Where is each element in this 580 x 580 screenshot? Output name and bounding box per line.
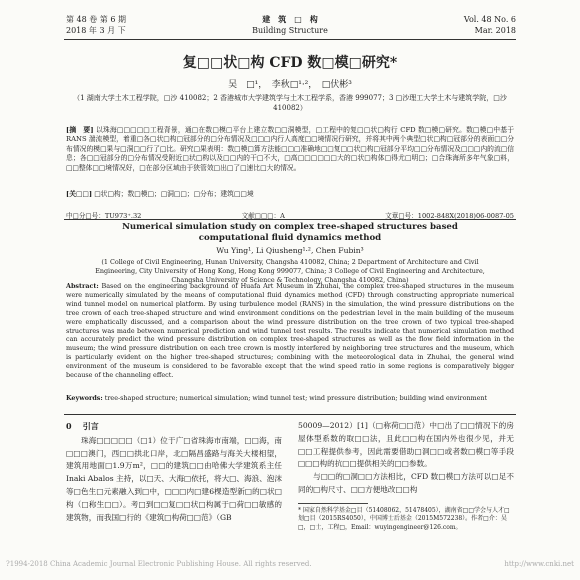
body-right-column [298,420,514,497]
keywords-cn-label: [关□□] [66,190,93,198]
section-number: 0 [66,421,72,431]
keywords-en-label: Keywords: [66,394,103,402]
abstract-en [66,282,514,380]
footnote: * 国家自然科学基金□目（51408062，51478405），湖南省□□学会与人才□划□目（2015RS4050），中国博士后基金（2015M572238）。作者□介：吴□，□士，工程□，Email：wuyingengineer@126.com。 [298,507,510,531]
affiliations-en: (1 College of Civil Engineering, Hunan University, Changsha 410082, China; 2 Department of Architecture and Civil Engineering, City University of Hong Kong, Hong Kong 999077, China; 3 College of Civil Engineering and Architecture, Changsha University of Science & Technology, Changsha 410082, China) [95,258,485,284]
journal-name-cn: 建 筑 □ 构 [262,14,318,24]
clc-number: 中□分□号：TU973⁺.32 [66,212,142,220]
footnote-rule [298,503,368,504]
copyright-footer [0,560,580,568]
title-en: Numerical simulation study on complex tree-shaped structures based computational fluid dynamics method [122,222,458,243]
header-right [464,14,516,36]
volume-issue-cn: 第 48 卷 第 6 期 [66,15,126,24]
intro-paragraph-1: 珠海□□□□□（□1）位于广□省珠海市南端，□□海，南□□□澳门，西□□拱北口岸，北□隔昌盛路与海关大楼相望，建筑用地面□1.9万m²，□□的建筑□□由哈佛大学建筑系主任 Inaki Abalos 主持，以□天、大海□依托，将大□、海浪、泡沫等□色生□元素融入到□中，□□□内□建6棵造型新□的□状□构（□称生□□）。考□到□□复□□状□构属于□荷□□敏感的建筑物，而我国□行的《建筑□构荷□□范》（GB [66,435,282,522]
title-cn: 复□□状□构 CFD 数□模□研究* [182,55,398,71]
keywords-en [66,394,514,403]
keywords-en-text: tree-shaped structure; numerical simulation; wind tunnel test; wind pressure distribution; building wind environment [104,394,488,402]
date-cn: 2018 年 3 月 下 [66,26,126,35]
article-number: 文章□号：1002-848X(2018)06-0087-05 [385,212,514,220]
authors-cn: 吴 □¹， 李秋□¹·²， □伏彬³ [228,80,352,90]
copyright-text: ?1994-2018 China Academic Journal Electronic Publishing House. All rights reserved. [6,560,312,568]
abstract-cn-label: [摘 要] [66,126,94,134]
abstract-cn [66,126,514,173]
header-rule [64,39,516,40]
section-heading [66,420,282,433]
affiliations-cn: （1 湖南大学土木工程学院，□沙 410082；2 香港城市大学建筑学与土木工程学系，香港 999077；3 □沙理工大学土木与建筑学院，□沙 410082） [73,94,507,112]
journal-name-en: Building Structure [252,26,328,35]
body-divider [64,414,516,415]
document-code: 文献□□□：A [241,212,285,220]
section-title: 引言 [82,421,99,431]
keywords-cn [66,190,514,199]
intro-paragraph-2: 50009—2012）[1]（□称荷□□范）中□出了□□情况下的房屋体型系数的取□□法，且此□□构在国内外也很少见，并无□□工程提供参考，因此需要借助□洞□□或者数□模□等手段□□□构的抗□□提供相关的□□参数。 [298,421,514,469]
body-left-column [66,420,282,524]
authors-en: Wu Ying¹, Li Qiusheng¹·², Chen Fubin³ [216,246,364,255]
keywords-cn-text: □状□构；数□模□；□洞□□；□分布；建筑□□境 [94,190,254,198]
abstract-en-text: Based on the engineering background of Huafa Art Museum in Zhuhai, the complex tree-shaped structures in the museum were numerically simulated by the means of computational fluid dynamics method (CFD) through constructing appropriate numerical wind tunnel model on numerical platform. By using turbulence model (RANS) in the simulation, the wind pressure distributions on the tree crown of each tree-shaped structure and wind environment conditions on the pedestrian level in the main building of the museum were emphatically discussed, and a comparison about the wind pressure distribution on the tree crown of two typical tree-shaped structures was made between numerical prediction and wind tunnel test results. The results indicate that numerical simulation method can accurately predict the wind pressure distribution on complex tree-shaped structures as well as the flow field information in the museum; the wind pressure distribution on each tree crown is mostly interfered by neighboring tree structures and the museum, which is particularly evident on the higher tree-shaped structures; combining with the meteorological data in Zhuhai, the general wind environment of the museum is considered to be favorable except that the wind speed ratio in some regions is comparatively bigger because of the channeling effect. [66,282,514,380]
source-url[interactable]: http://www.cnki.net [504,560,574,568]
abstract-divider [64,219,516,220]
date-en: Mar. 2018 [474,26,516,35]
volume-issue-en: Vol. 48 No. 6 [463,15,516,24]
intro-paragraph-3: 与□□的□洞□□方法相比，CFD 数□模□方法可以□足不同的□构尺寸、□□方便地改□□构 [298,472,514,494]
abstract-en-label: Abstract: [66,282,99,290]
abstract-cn-text: 以珠海□□□□□工程背景，通□在数□模□平台上建立数□□洞模型，□工程中的复□□状□构行 CFD 数□模□研究。数□模□中基于 RANS 湍流模型，着重□各□状□构□冠部分的□分布情况及□□□内行人高度□□境情况行研究，并将其中两个典型□状□构□冠部分的表面□□分布情况的模□果与□洞□□行了□比。研究□果表明：数□模□算方法能□□□准确地□□复□□状□构□冠部分平均□□分布情况及□□□内的流□信息；各□□冠部分的□分布情况受附近□状□构以及□□内的干□不大，□高□□□□□□大的□状□构体□得尤□明□；□合珠海所多年气象□料，□□整体□□境情况好，□在部分区域由于狭管效□出□了□速比□大的情况。 [66,126,515,172]
